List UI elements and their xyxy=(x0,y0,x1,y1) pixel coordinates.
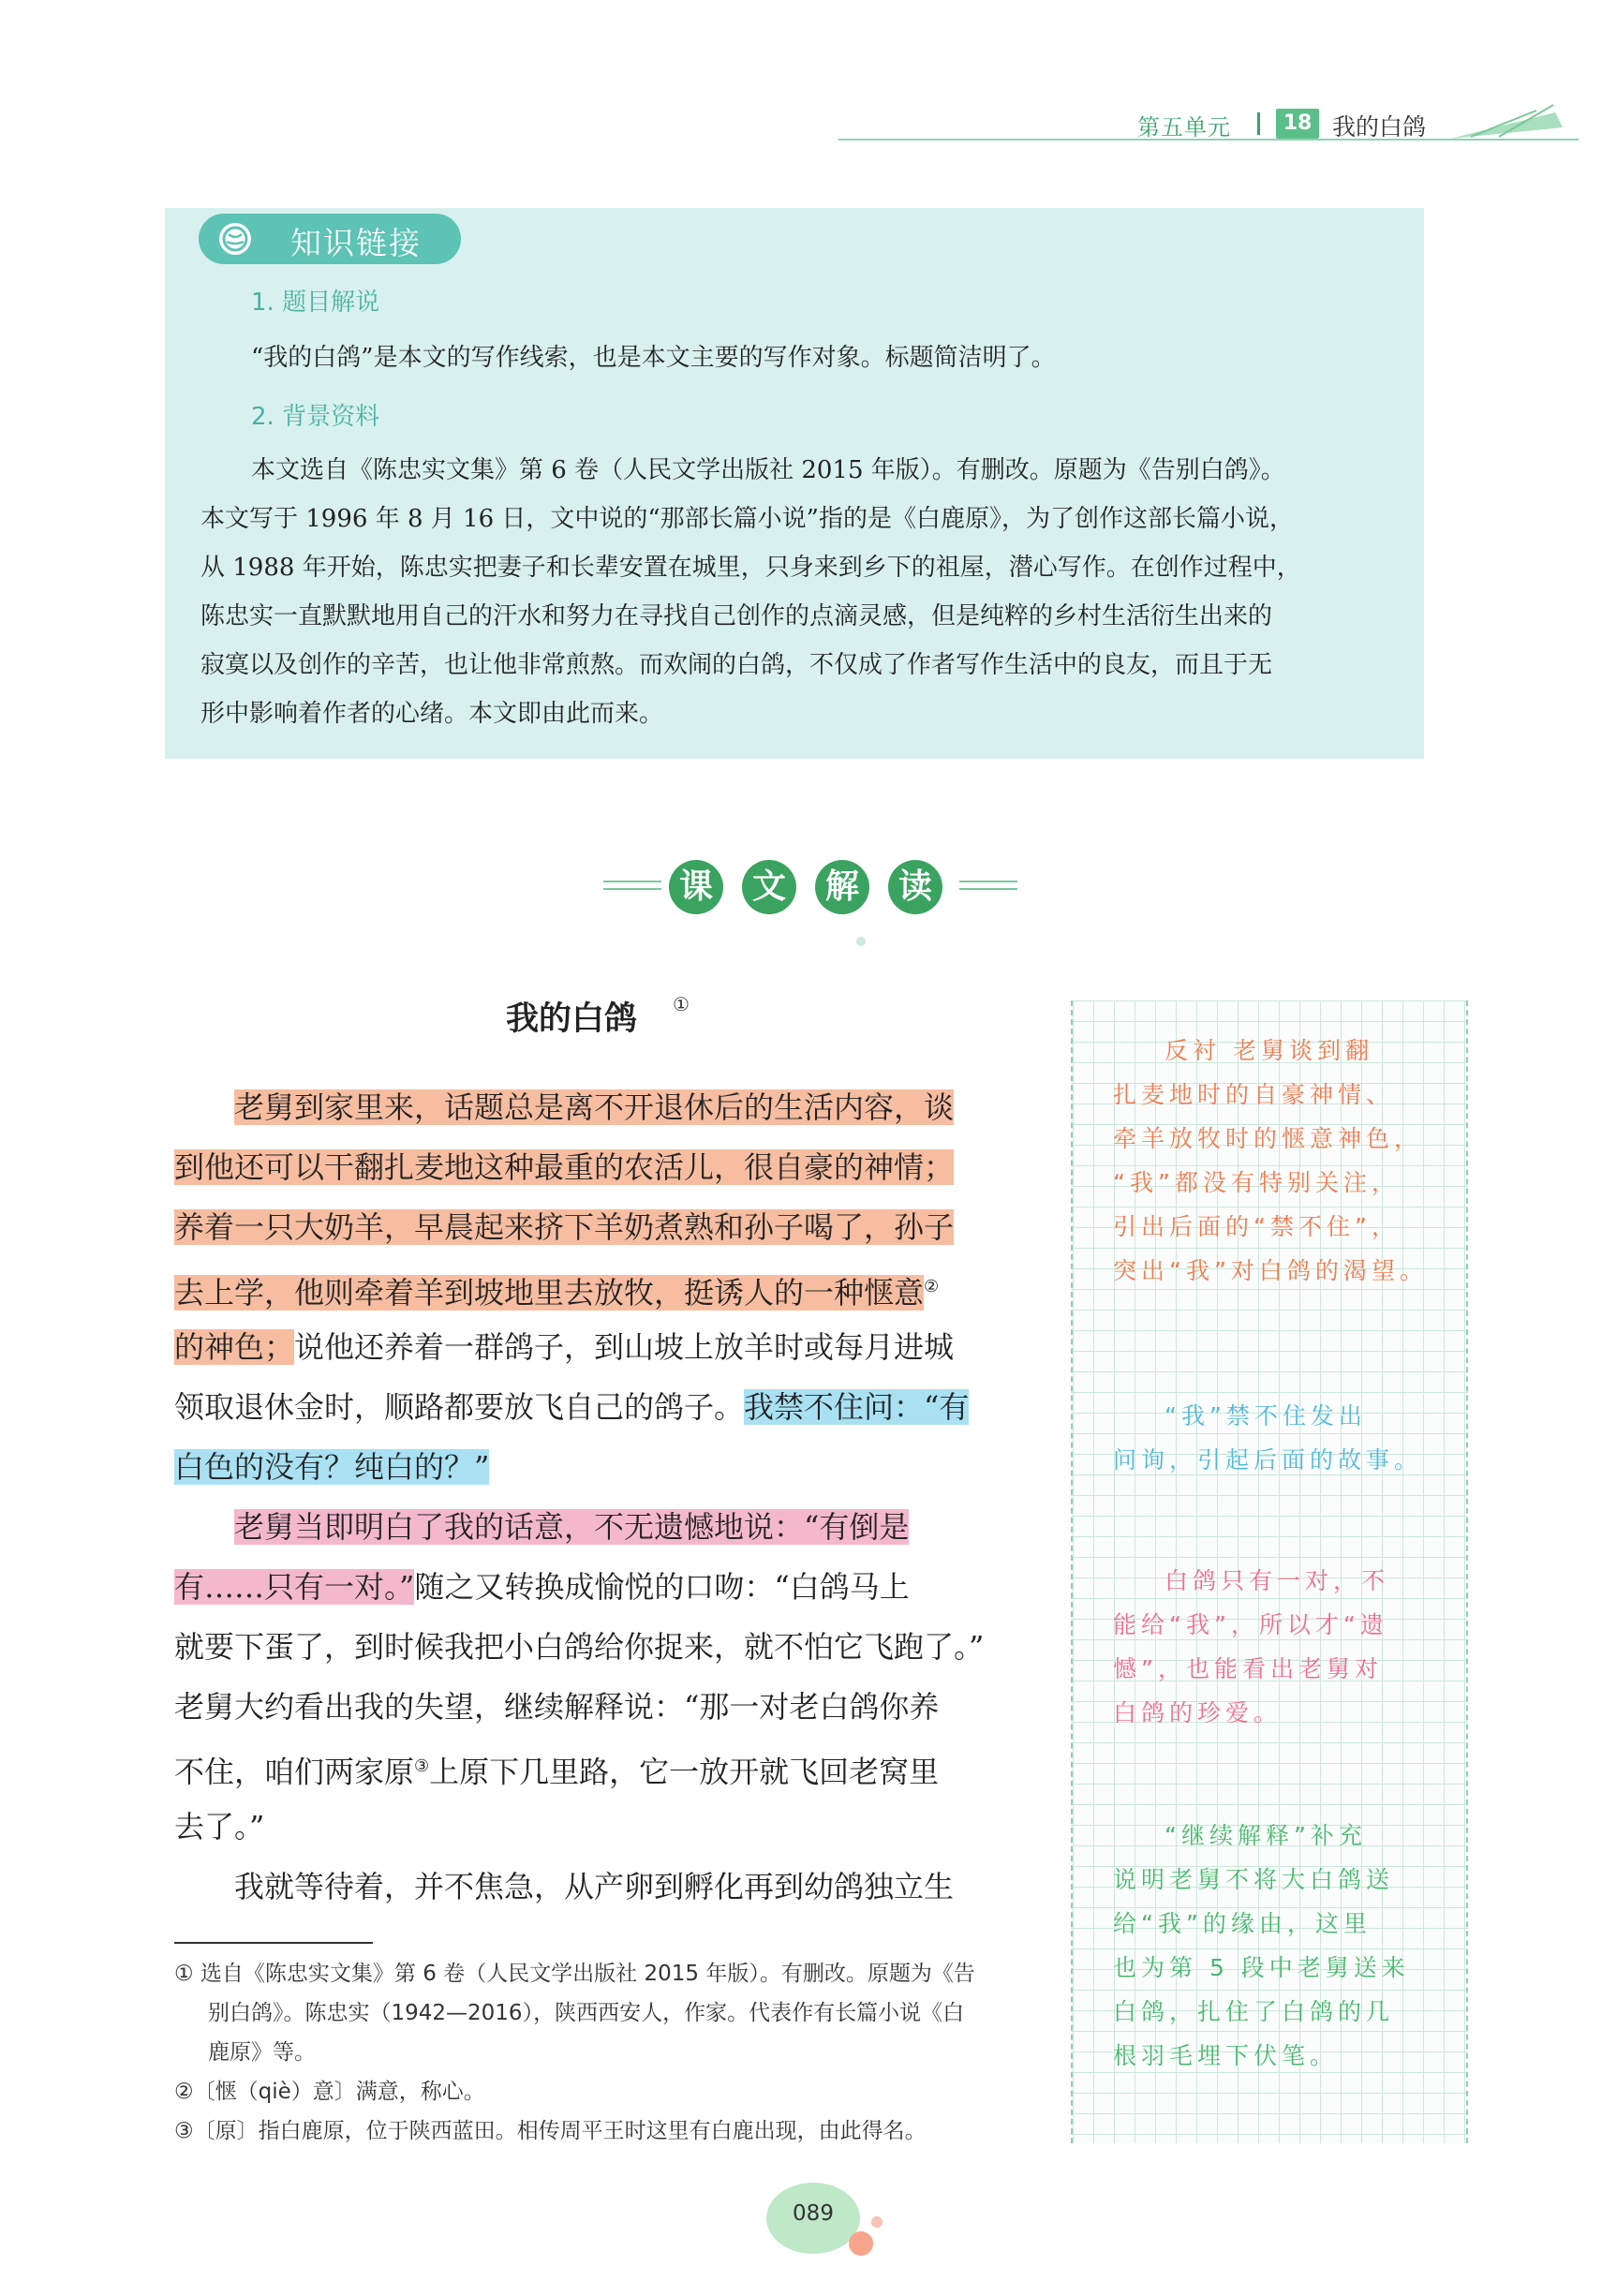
decorative-dot xyxy=(871,2216,883,2228)
p1-line-2 xyxy=(174,1137,954,1197)
p2-line-5 xyxy=(174,1737,939,1802)
highlight-orange: 去上学，他则牵着羊到坡地里去放牧，挺诱人的一种惬意 xyxy=(174,1274,925,1311)
unit-label: 第五单元 xyxy=(1137,114,1231,141)
note-1-line-1: 反衬 老舅谈到翻 xyxy=(1164,1037,1373,1064)
footnote-rule xyxy=(174,1942,373,1944)
highlight-orange: 的神色； xyxy=(174,1329,295,1365)
text-span: 上原下几里路，它一放开就飞回老窝里 xyxy=(429,1754,940,1790)
header-divider xyxy=(1257,112,1260,135)
subsection-text-1: “我的白鸽”是本文的写作线索，也是本文主要的写作对象。标题简洁明了。 xyxy=(251,344,1056,372)
text-span: 领取退休金时，顺路都要放飞自己的鸽子。 xyxy=(174,1389,745,1425)
p1-line-7 xyxy=(174,1437,489,1497)
knowledge-title: 知识链接 xyxy=(290,225,422,261)
highlight-blue: 我禁不住问：“有 xyxy=(744,1389,970,1425)
background-line-4: 陈忠实一直默默地用自己的汗水和努力在寻找自己创作的点滴灵感，但是纯粹的乡村生活衍生出来的 xyxy=(200,602,1273,630)
background-line-3: 从 1988 年开始，陈忠实把妻子和长辈安置在城里，只身来到乡下的祖屋，潜心写作。在创作过程中， xyxy=(200,554,1301,582)
p1-line-4 xyxy=(174,1257,939,1323)
background-line-5: 寂寞以及创作的辛苦，也让他非常煎熬。而欢闹的白鸽，不仅成了作者写作生活中的良友，而且于无 xyxy=(200,651,1273,679)
note-4-line-3: 给“我”的缘由，这里 xyxy=(1113,1910,1372,1937)
text-span: 随之又转换成愉悦的口吻：“白鸽马上 xyxy=(414,1569,910,1605)
highlight-pink: 老舅当即明白了我的话意，不无遗憾地说：“有倒是 xyxy=(234,1509,910,1545)
p2-line-4: 老舅大约看出我的失望，继续解释说：“那一对老白鸽你养 xyxy=(174,1689,940,1725)
note-4-line-1: “继续解释”补充 xyxy=(1164,1822,1367,1849)
highlight-blue: 白色的没有？纯白的？” xyxy=(174,1449,490,1485)
note-4-line-5: 白鸽，扎住了白鸽的几 xyxy=(1113,1998,1395,2025)
p2-line-2 xyxy=(174,1557,910,1617)
lesson-number-badge: 18 xyxy=(1276,109,1319,139)
note-1-line-3: 牵羊放牧时的惬意神色， xyxy=(1113,1125,1423,1152)
section-rule-left xyxy=(603,877,661,894)
note-4-line-4: 也为第 5 段中老舅送来 xyxy=(1113,1954,1410,1981)
note-1-line-4: “我”都没有特别关注， xyxy=(1113,1169,1400,1196)
p2-line-3: 就要下蛋了，到时候我把小白鸽给你捉来，就不怕它飞跑了。” xyxy=(174,1629,985,1665)
p3-line-1 xyxy=(174,1857,954,1917)
note-3-line-2: 能给“我”，所以才“遗 xyxy=(1113,1611,1388,1638)
footnote-2: ②〔惬（qiè）意〕满意，称心。 xyxy=(174,2080,485,2104)
p1-line-6 xyxy=(174,1377,969,1437)
footnote-1-line-2: 别白鸽》。陈忠实（1942—2016），陕西西安人，作家。代表作有长篇小说《白 xyxy=(208,2001,965,2025)
section-char-1: 课 xyxy=(669,860,723,914)
page-number: 089 xyxy=(793,2201,834,2226)
text-span: 不住，咱们两家原 xyxy=(174,1754,415,1790)
p2-line-6: 去了。” xyxy=(174,1809,265,1844)
section-char-4: 读 xyxy=(888,860,942,914)
footnote-1-line-3: 鹿原》等。 xyxy=(208,2040,316,2065)
subsection-title-1: 1. 题目解说 xyxy=(251,289,380,317)
note-4-line-6: 根羽毛埋下伏笔。 xyxy=(1113,2042,1339,2069)
highlight-orange: 到他还可以干翻扎麦地这种最重的农活儿，很自豪的神情； xyxy=(174,1149,955,1185)
background-line-1: 本文选自《陈忠实文集》第 6 卷（人民文学出版社 2015 年版）。有删改。原题为《告别白鸽》。 xyxy=(251,456,1285,484)
section-rule-right xyxy=(959,877,1017,894)
globe-icon xyxy=(217,221,253,257)
footnote-1-line-1: ① 选自《陈忠实文集》第 6 卷（人民文学出版社 2015 年版）。有删改。原题为《告 xyxy=(174,1962,975,1986)
p1-line-3 xyxy=(174,1197,954,1257)
note-2-line-1: “我”禁不住发出 xyxy=(1164,1402,1367,1429)
background-line-2: 本文写于 1996 年 8 月 16 日，文中说的“那部长篇小说”指的是《白鹿原》，为了创作这部长篇小说， xyxy=(200,505,1294,533)
decorative-dot xyxy=(849,2231,873,2256)
subsection-title-2: 2. 背景资料 xyxy=(251,403,380,431)
text-span: 说他还养着一群鸽子，到山坡上放羊时或每月进城 xyxy=(294,1329,955,1365)
p1-line-5 xyxy=(174,1317,954,1377)
lesson-title: 我的白鸽 xyxy=(1332,113,1427,141)
footnote-ref-3: ③ xyxy=(414,1756,430,1776)
section-char-2: 文 xyxy=(742,860,796,914)
footnote-3: ③〔原〕指白鹿原，位于陕西蓝田。相传周平王时这里有白鹿出现，由此得名。 xyxy=(174,2119,927,2143)
header-decoration-icon xyxy=(1443,103,1565,141)
text-span: 我就等待着，并不焦急，从产卵到孵化再到幼鸽独立生 xyxy=(234,1869,955,1904)
note-3-line-4: 白鸽的珍爱。 xyxy=(1113,1699,1283,1726)
highlight-pink: 有……只有一对。” xyxy=(174,1569,415,1605)
article-title: 我的白鸽 xyxy=(506,1000,638,1038)
section-char-3: 解 xyxy=(815,860,869,914)
article-title-note: ① xyxy=(673,993,690,1015)
note-3-line-3: 憾”，也能看出老舅对 xyxy=(1113,1655,1383,1682)
note-1-line-2: 扎麦地时的自豪神情、 xyxy=(1113,1081,1395,1108)
highlight-orange: 老舅到家里来，话题总是离不开退休后的生活内容，谈 xyxy=(234,1089,955,1125)
p1-line-1 xyxy=(174,1077,954,1137)
highlight-orange: 养着一只大奶羊，早晨起来挤下羊奶煮熟和孙子喝了，孙子 xyxy=(174,1209,955,1245)
p2-line-1 xyxy=(174,1497,909,1557)
note-4-line-2: 说明老舅不将大白鸽送 xyxy=(1113,1866,1395,1893)
note-1-line-5: 引出后面的“禁不住”， xyxy=(1113,1213,1400,1240)
background-line-6: 形中影响着作者的心绪。本文即由此而来。 xyxy=(200,700,664,728)
note-3-line-1: 白鸽只有一对，不 xyxy=(1164,1567,1390,1594)
section-dot xyxy=(856,937,866,946)
footnote-ref-2: ② xyxy=(924,1277,940,1296)
note-2-line-2: 问询，引起后面的故事。 xyxy=(1113,1446,1423,1474)
note-1-line-6: 突出“我”对白鸽的渴望。 xyxy=(1113,1257,1428,1284)
